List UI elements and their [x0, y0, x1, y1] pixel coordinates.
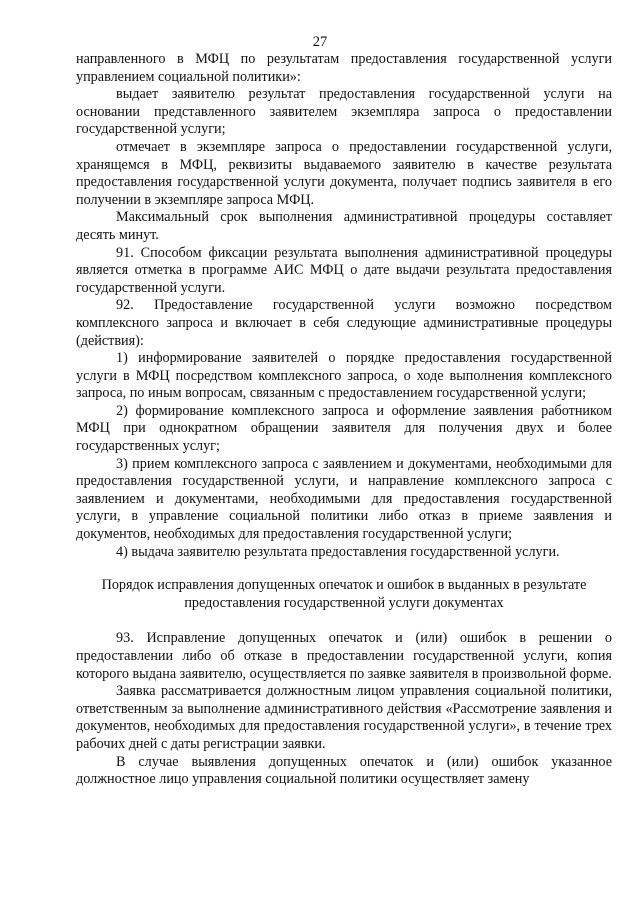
- list-item-3: 3) прием комплексного запроса с заявлением и документами, необходимыми для предоставления государственной услуги, и направление комплексного запроса с заявлением и документами, необходимыми для предоставления государственной услуги, в управление социальной политики либо отказ в приеме заявления и документов, необходимых для предоставления государственной услуги;: [76, 455, 612, 543]
- list-item-1: 1) информирование заявителей о порядке предоставления государственной услуги в МФЦ посредством комплексного запроса, о ходе выполнения комплексного запроса, по иным вопросам, связанным с предоставлением государственной услуги;: [76, 350, 612, 402]
- list-item-2: 2) формирование комплексного запроса и оформление заявления работником МФЦ при однократном обращении заявителя для получения двух и более государственных услуг;: [76, 402, 612, 455]
- paragraph: Максимальный срок выполнения административной процедуры составляет десять минут.: [76, 209, 612, 243]
- paragraph: В случае выявления допущенных опечаток и (или) ошибок указанное должностное лицо управления социальной политики осуществляет замену: [76, 753, 612, 788]
- paragraph-92: 92. Предоставление государственной услуги возможно посредством комплексного запроса и включает в себя следующие административные процедуры (действия):: [76, 297, 612, 349]
- paragraph-91: 91. Способом фиксации результата выполнения административной процедуры является отметка в программе АИС МФЦ о дате выдачи результата предоставления государственной услуги.: [76, 244, 612, 296]
- section-heading-line: Порядок исправления допущенных опечаток и ошибок в выданных в результате: [101, 577, 587, 594]
- paragraph: направленного в МФЦ по результатам предоставления государственной услуги управлением социальной политики»:: [76, 51, 612, 85]
- list-item-4: 4) выдача заявителю результата предоставления государственной услуги.: [116, 543, 560, 560]
- section-heading-line: предоставления государственной услуги документах: [184, 594, 504, 611]
- paragraph: отмечает в экземпляре запроса о предоставлении государственной услуги, хранящемся в МФЦ, реквизиты выдаваемого заявителю в качестве результата предоставления государственной услуги документа, получает подпись заявителя в его получении в экземпляре запроса МФЦ.: [76, 138, 612, 208]
- document-body: [76, 51, 612, 789]
- paragraph-93: 93. Исправление допущенных опечаток и (или) ошибок в решении о предоставлении либо об отказе в предоставлении государственной услуги, копия которого выдана заявителю, осуществляется по заявке заявителя в произвольной форме.: [76, 630, 612, 682]
- paragraph: выдает заявителю результат предоставления государственной услуги на основании представленного заявителем экземпляра запроса о предоставлении государственной услуги;: [76, 86, 612, 138]
- page-number: 27: [312, 34, 328, 50]
- section-heading: [76, 577, 612, 612]
- paragraph: Заявка рассматривается должностным лицом управления социальной политики, ответственным за выполнение административного действия «Рассмотрение заявления и документов, необходимых для предоставления государственной услуги», в течение трех рабочих дней с даты регистрации заявки.: [76, 683, 612, 752]
